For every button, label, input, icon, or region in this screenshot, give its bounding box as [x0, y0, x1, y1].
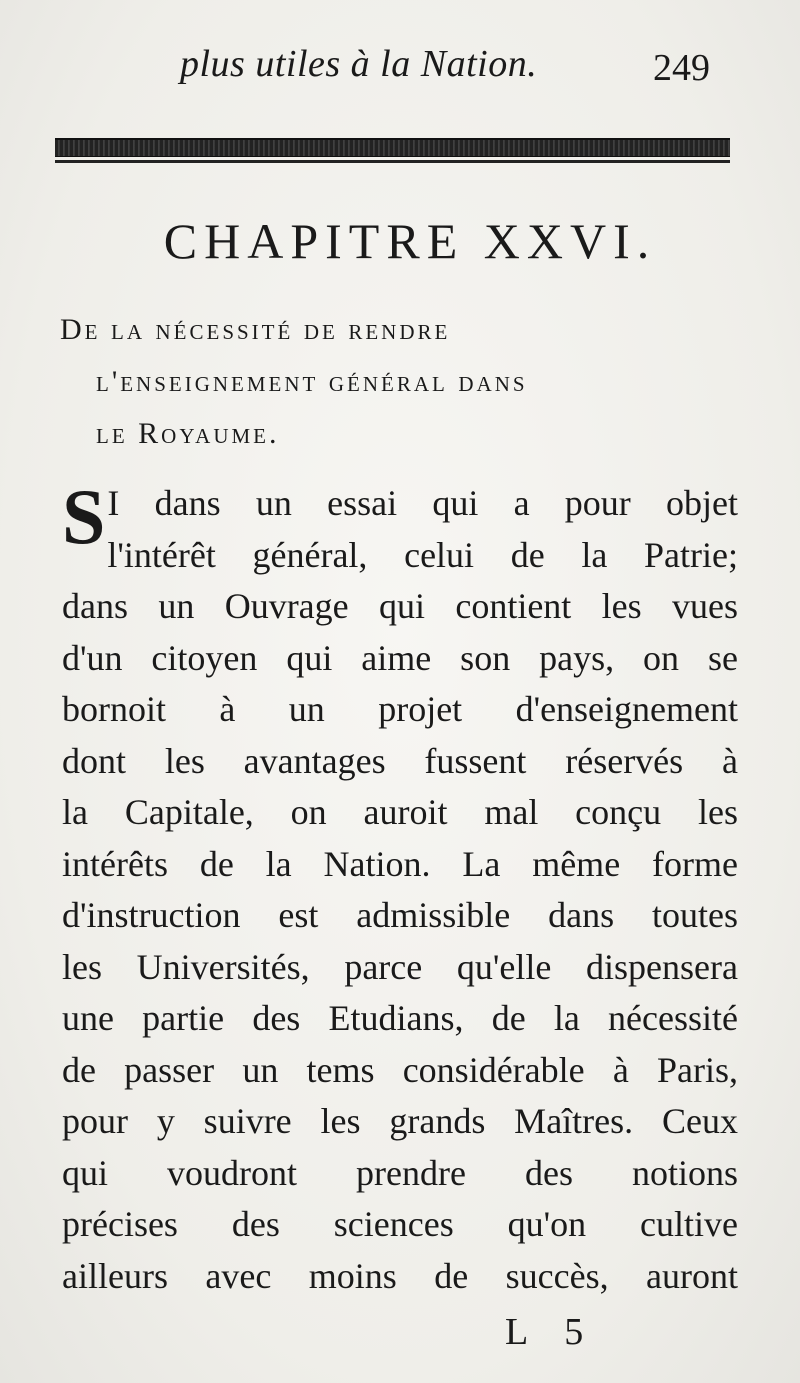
text-line: dans un Ouvrage qui contient les vues — [62, 586, 738, 626]
running-title: plus utiles à la Nation. — [180, 43, 538, 85]
text-line: pour y suivre les grands Maîtres. Ceux — [62, 1101, 738, 1141]
subtitle-line: l'enseignement général dans — [96, 365, 528, 398]
text-line: de passer un tems considérable à Paris, — [62, 1049, 738, 1090]
text-line: intérêts de la Nation. La même forme — [62, 843, 738, 884]
signature-mark: L 5 — [505, 1311, 598, 1353]
page-number: 249 — [653, 47, 710, 89]
subtitle-line: De la nécessité de rendre — [60, 313, 451, 346]
body-paragraph — [62, 473, 738, 1302]
text-line: précises des sciences qu'on cultive — [62, 1204, 738, 1244]
subtitle-line: le Royaume. — [96, 417, 280, 450]
text-line: l'intérêt général, celui de la Patrie; — [107, 534, 738, 575]
text-line: d'instruction est admissible dans toutes — [62, 895, 738, 935]
text-line: qui voudront prendre des notions — [62, 1152, 738, 1193]
text-line: la Capitale, on auroit mal conçu les — [62, 792, 738, 832]
drop-cap: S — [62, 473, 106, 560]
text-line: les Universités, parce qu'elle dispensera — [62, 946, 738, 987]
text-line: ailleurs avec moins de succès, auront — [62, 1255, 738, 1296]
text-line: d'un citoyen qui aime son pays, on se — [62, 637, 738, 678]
chapter-title: CHAPITRE XXVI. — [163, 213, 657, 269]
running-head — [180, 42, 740, 102]
ornamental-rule — [55, 138, 730, 157]
thin-rule — [55, 160, 730, 163]
text-line: une partie des Etudians, de la nécessité — [62, 998, 738, 1038]
chapter-subtitle — [60, 304, 732, 460]
text-line: bornoit à un projet d'enseignement — [62, 689, 738, 729]
text-line: I dans un essai qui a pour objet — [107, 483, 738, 523]
text-line: dont les avantages fussent réservés à — [62, 740, 738, 781]
